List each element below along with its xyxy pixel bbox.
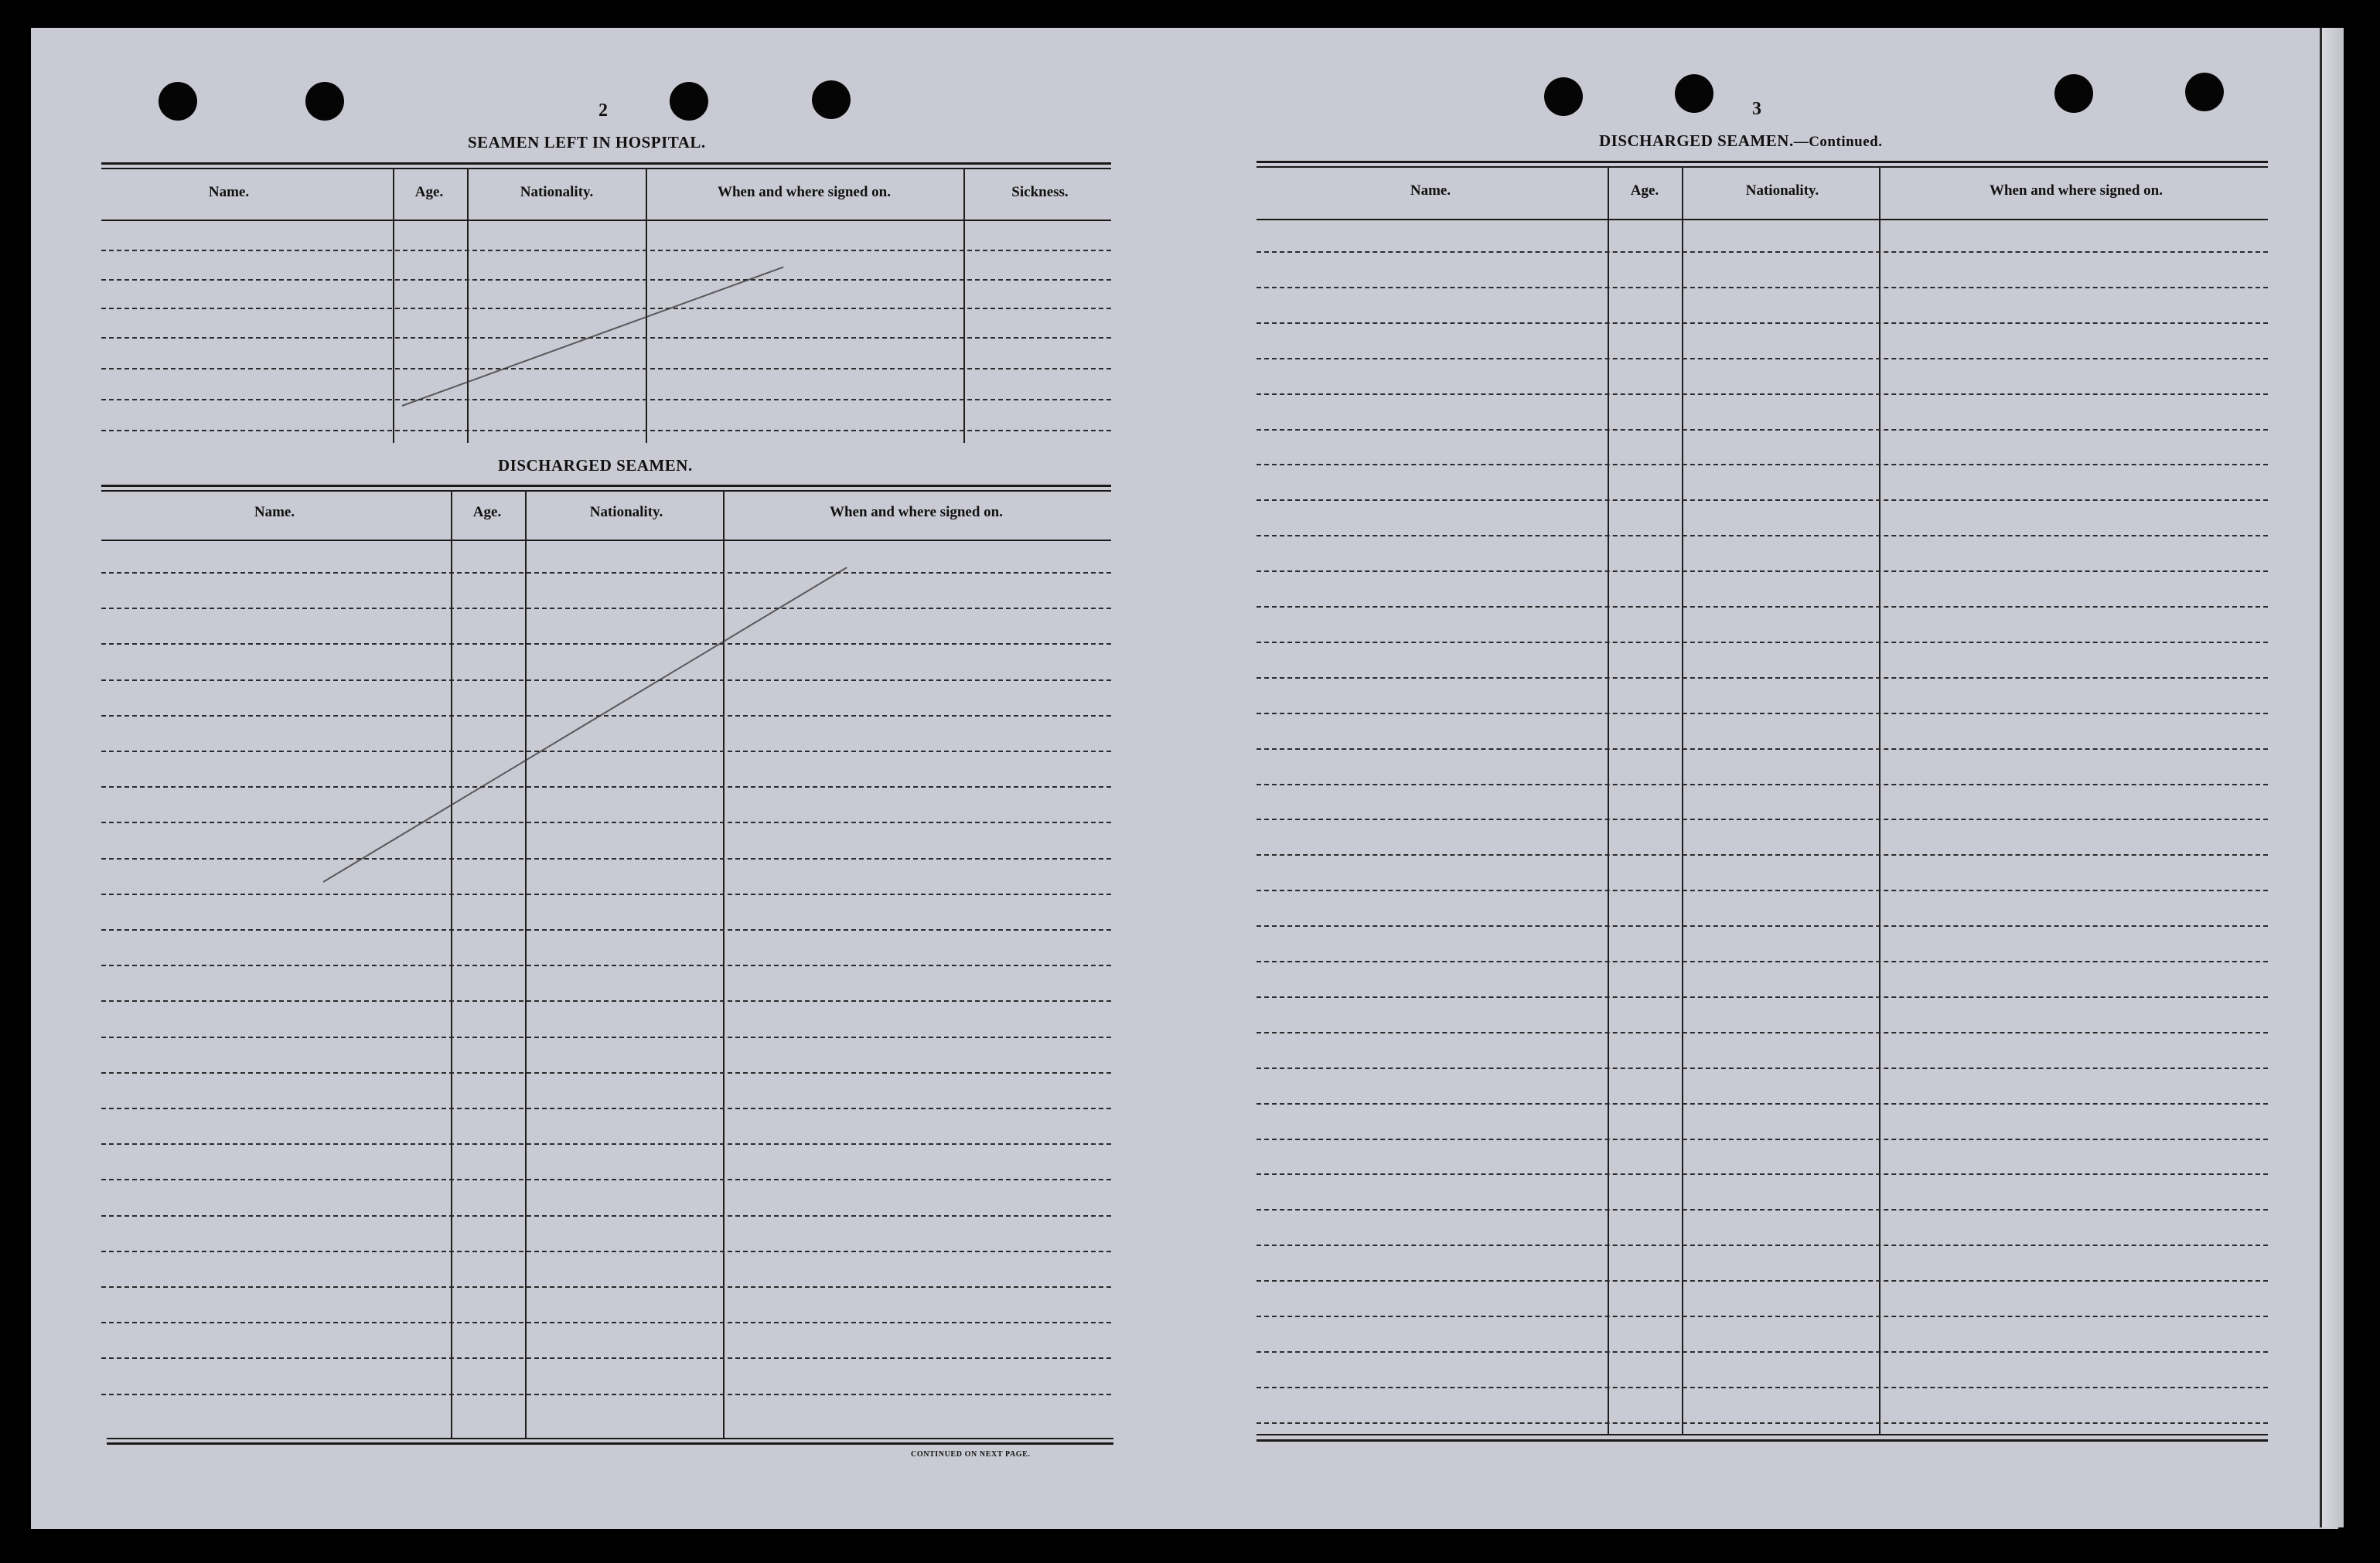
table-row-line (1256, 925, 2268, 927)
table-row-line (1256, 429, 2268, 431)
table-row-line (1256, 642, 2268, 643)
punch-hole (2054, 74, 2093, 113)
table-row-line (1256, 1032, 2268, 1033)
continued-note: CONTINUED ON NEXT PAGE. (911, 1450, 1031, 1459)
table-row-line (101, 786, 1111, 788)
table-row-line (1256, 606, 2268, 608)
continued-col-divider (1682, 166, 1683, 1434)
discharged-top-rule (101, 490, 1111, 492)
hospital-col-signed-on: When and where signed on. (717, 184, 891, 200)
hospital-col-name: Name. (208, 184, 250, 200)
discharged-header-rule (101, 540, 1111, 541)
punch-hole (1675, 74, 1713, 113)
continued-col-signed-on: When and where signed on. (1989, 182, 2163, 199)
table-row-line (101, 1215, 1111, 1217)
table-row-line (1256, 961, 2268, 962)
table-row-line (1256, 1209, 2268, 1211)
table-row-line (1256, 1280, 2268, 1282)
continued-col-nationality: Nationality. (1745, 182, 1819, 199)
continued-top-rule (1256, 166, 2268, 168)
discharged-col-nationality: Nationality. (589, 504, 663, 520)
punch-hole (2185, 73, 2224, 111)
table-row-line (1256, 1387, 2268, 1388)
hospital-header-rule (101, 220, 1111, 221)
hospital-row-line (101, 250, 1111, 251)
table-row-line (101, 929, 1111, 931)
punch-hole (159, 82, 197, 121)
table-row-line (1256, 748, 2268, 750)
punch-hole (812, 80, 851, 119)
table-row-line (1256, 713, 2268, 714)
table-row-line (1256, 1139, 2268, 1140)
table-row-line (1256, 570, 2268, 572)
hospital-col-age: Age. (414, 184, 444, 200)
page-edge (2320, 28, 2344, 1527)
table-row-line (1256, 1351, 2268, 1353)
page-number-right: 3 (1752, 99, 1761, 119)
table-row-line (1256, 1173, 2268, 1175)
hospital-col-divider (467, 168, 469, 443)
continued-title-suffix: —Continued. (1793, 134, 1883, 150)
table-row-line (101, 1322, 1111, 1323)
punch-hole (305, 82, 344, 121)
discharged-col-name: Name. (254, 504, 295, 520)
hospital-top-rule (101, 162, 1111, 165)
continued-bottom-rule (1256, 1439, 2268, 1442)
table-row-line (101, 1000, 1111, 1002)
table-row-line (1256, 1422, 2268, 1424)
table-row-line (101, 643, 1111, 645)
discharged-top-rule (101, 485, 1111, 487)
table-row-line (101, 1037, 1111, 1038)
table-row-line (1256, 890, 2268, 891)
hospital-row-line (101, 399, 1111, 400)
discharged-section-title: DISCHARGED SEAMEN. (498, 456, 693, 475)
continued-section-title (1599, 131, 1882, 151)
table-row-line (101, 608, 1111, 609)
table-row-line (1256, 1245, 2268, 1246)
continued-col-divider (1608, 166, 1609, 1434)
table-row-line (101, 1286, 1111, 1288)
table-row-line (1256, 1068, 2268, 1069)
table-row-line (101, 822, 1111, 823)
table-row-line (101, 894, 1111, 895)
table-row-line (101, 715, 1111, 717)
hospital-col-divider (963, 168, 965, 443)
hospital-col-divider (393, 168, 394, 443)
table-row-line (1256, 535, 2268, 536)
table-row-line (1256, 393, 2268, 395)
table-row-line (1256, 1316, 2268, 1317)
hospital-col-sickness: Sickness. (1011, 184, 1069, 200)
table-row-line (1256, 499, 2268, 501)
discharged-col-age: Age. (472, 504, 502, 520)
hospital-row-line (101, 308, 1111, 309)
hospital-col-divider (646, 168, 647, 443)
table-row-line (101, 751, 1111, 752)
continued-bottom-rule (1256, 1434, 2268, 1435)
page-number-left: 2 (598, 100, 608, 121)
hospital-col-nationality: Nationality. (520, 184, 594, 200)
table-row-line (101, 1357, 1111, 1359)
hospital-row-line (101, 337, 1111, 339)
continued-col-name: Name. (1410, 182, 1451, 199)
table-row-line (101, 679, 1111, 681)
table-row-line (101, 1251, 1111, 1252)
punch-hole (670, 82, 708, 121)
hospital-row-line (101, 279, 1111, 281)
table-row-line (101, 1143, 1111, 1145)
hospital-section-title: SEAMEN LEFT IN HOSPITAL. (468, 133, 706, 152)
table-row-line (101, 965, 1111, 966)
punch-hole (1544, 77, 1583, 116)
table-row-line (101, 1394, 1111, 1395)
hospital-top-rule (101, 168, 1111, 169)
continued-col-age: Age. (1630, 182, 1659, 199)
table-row-line (1256, 677, 2268, 679)
discharged-col-signed-on: When and where signed on. (829, 504, 1003, 520)
continued-col-divider (1879, 166, 1880, 1434)
continued-top-rule (1256, 161, 2268, 163)
table-row-line (1256, 854, 2268, 856)
discharged-bottom-rule (107, 1438, 1113, 1439)
discharged-bottom-rule (107, 1442, 1113, 1445)
table-row-line (101, 1072, 1111, 1074)
table-row-line (1256, 1103, 2268, 1105)
table-row-line (1256, 819, 2268, 820)
table-row-line (1256, 784, 2268, 785)
table-row-line (101, 858, 1111, 860)
table-row-line (1256, 358, 2268, 359)
table-row-line (1256, 464, 2268, 465)
table-row-line (101, 1108, 1111, 1109)
continued-title-main: DISCHARGED SEAMEN. (1599, 131, 1794, 150)
table-row-line (1256, 287, 2268, 288)
hospital-row-line (101, 368, 1111, 369)
hospital-row-line (101, 430, 1111, 431)
table-row-line (1256, 322, 2268, 324)
table-row-line (1256, 251, 2268, 253)
table-row-line (1256, 996, 2268, 998)
table-row-line (101, 1179, 1111, 1180)
continued-header-rule (1256, 219, 2268, 220)
table-row-line (101, 572, 1111, 574)
scanned-document (31, 28, 2338, 1529)
